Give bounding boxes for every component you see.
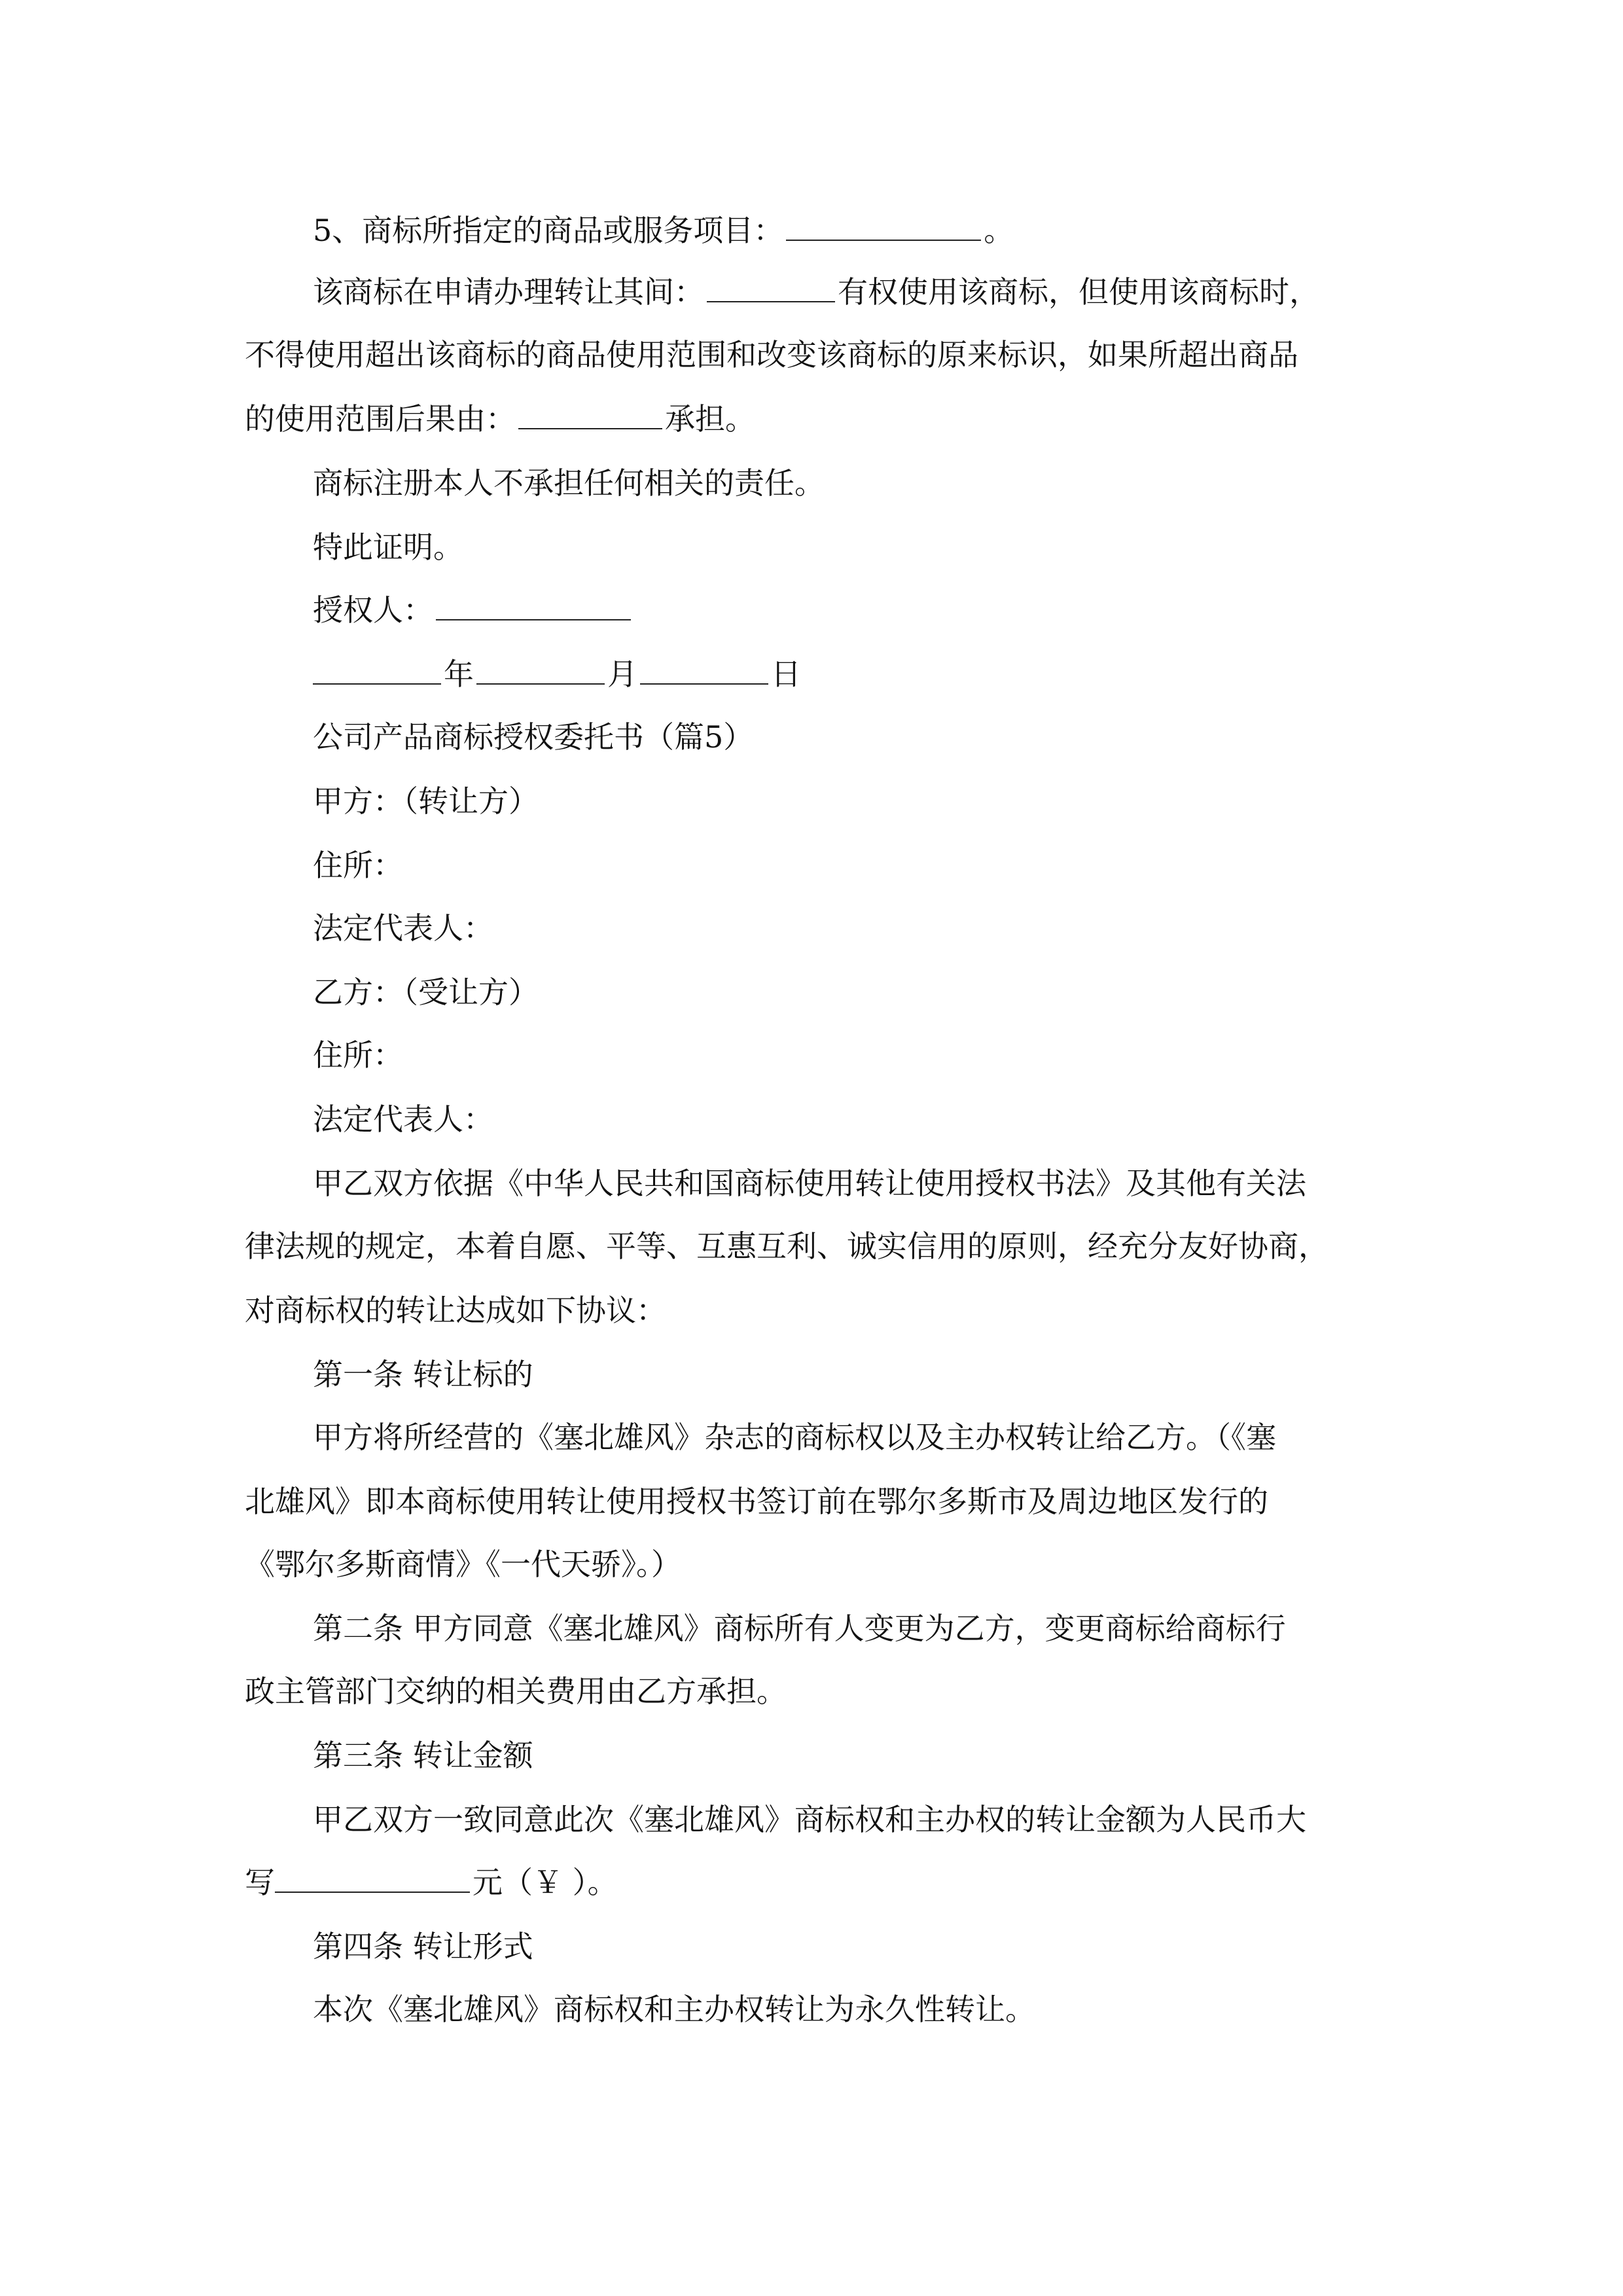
text: 。 [984,213,1014,248]
paragraph-line: 政主管部门交纳的相关费用由乙方承担。 [245,1674,787,1709]
paragraph-line: 律法规的规定，本着自愿、平等、互惠互利、诚实信用的原则，经充分友好协商， [245,1229,1329,1264]
text: 该商标在申请办理转让其间： [313,274,704,310]
party-b: 乙方：（受让方） [313,975,539,1010]
paragraph-line: 对商标权的转让达成如下协议： [245,1293,666,1328]
paragraph-line: 甲乙双方依据《中华人民共和国商标使用转让使用授权书法》及其他有关法 [313,1166,1306,1201]
text: 月 [607,656,637,692]
text: 年 [444,656,474,692]
responsibility-line [245,398,1380,440]
fill-blank [786,213,981,241]
paragraph-line: 特此证明。 [313,529,463,565]
amount-blank [275,1865,470,1893]
article-1-heading: 第一条 转让标的 [313,1357,533,1392]
text: 写 [245,1865,275,1900]
date-line [245,653,1448,695]
party-a-address: 住所： [313,848,403,883]
paragraph-line: 甲方将所经营的《塞北雄风》杂志的商标权以及主办权转让给乙方。（《塞 [313,1420,1276,1455]
month-blank [476,657,605,685]
text: 承担。 [665,401,755,437]
section-title: 公司产品商标授权委托书（篇5） [313,719,754,755]
article-4-heading: 第四条 转让形式 [313,1929,533,1964]
text: 元（￥ ）。 [473,1865,618,1900]
party-b-representative: 法定代表人： [313,1102,493,1137]
paragraph-line: 商标注册本人不承担任何相关的责任。 [313,465,825,501]
paragraph-line: 甲乙双方一致同意此次《塞北雄风》商标权和主办权的转让金额为人民币大 [313,1802,1306,1837]
transfer-period-line [245,271,1448,313]
text: 5、商标所指定的商品或服务项目： [313,213,784,248]
text: 授权人： [313,592,433,628]
paragraph-line: 北雄风》即本商标使用转让使用授权书签订前在鄂尔多斯市及周边地区发行的 [245,1484,1268,1519]
paragraph-line: 《鄂尔多斯商情》《一代天骄》。） [245,1547,681,1582]
article-3-heading: 第三条 转让金额 [313,1738,533,1773]
party-b-address: 住所： [313,1037,403,1073]
text: 日 [771,656,801,692]
authorizer-line [245,589,1448,631]
fill-blank [518,402,662,429]
paragraph-line: 不得使用超出该商标的商品使用范围和改变该商标的原来标识，如果所超出商品 [245,337,1298,372]
item-5-goods-services [245,209,1448,251]
fill-blank [707,275,835,302]
fill-blank [436,593,631,620]
paragraph-line: 本次《塞北雄风》商标权和主办权转让为永久性转让。 [313,1992,1035,2027]
article-2-line: 第二条 甲方同意《塞北雄风》商标所有人变更为乙方，变更商标给商标行 [313,1611,1286,1646]
year-blank [313,657,441,685]
party-a: 甲方：（转让方） [313,783,539,819]
party-a-representative: 法定代表人： [313,910,493,946]
text: 有权使用该商标，但使用该商标时， [838,274,1319,310]
amount-line [245,1861,1380,1903]
day-blank [640,657,768,685]
text: 的使用范围后果由： [245,401,516,437]
